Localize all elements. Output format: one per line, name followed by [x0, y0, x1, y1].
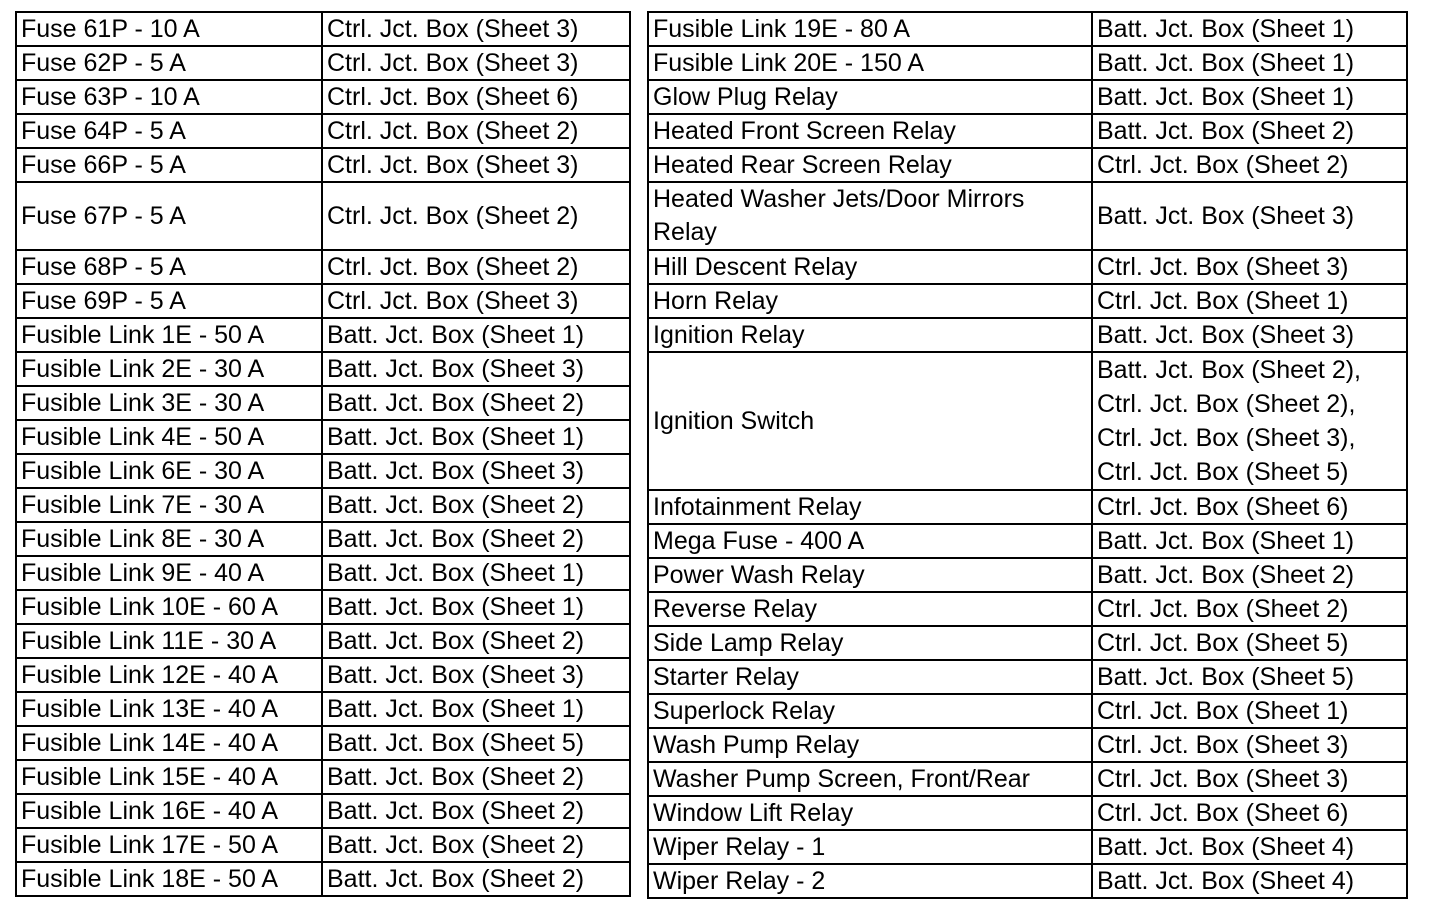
component-cell: Fuse 62P - 5 A — [16, 46, 322, 80]
location-cell: Ctrl. Jct. Box (Sheet 2) — [1092, 592, 1407, 626]
location-cell: Batt. Jct. Box (Sheet 2) — [1092, 558, 1407, 592]
component-cell: Fusible Link 11E - 30 A — [16, 624, 322, 658]
location-cell: Batt. Jct. Box (Sheet 2) — [322, 760, 630, 794]
right-table — [647, 11, 1408, 899]
location-cell: Ctrl. Jct. Box (Sheet 3) — [1092, 762, 1407, 796]
component-cell: Fuse 64P - 5 A — [16, 114, 322, 148]
table-row — [16, 726, 630, 760]
location-cell: Ctrl. Jct. Box (Sheet 6) — [1092, 796, 1407, 830]
location-cell: Batt. Jct. Box (Sheet 1) — [322, 556, 630, 590]
component-cell: Infotainment Relay — [648, 490, 1092, 524]
component-cell: Fusible Link 3E - 30 A — [16, 386, 322, 420]
location-cell: Ctrl. Jct. Box (Sheet 3) — [322, 12, 630, 46]
component-cell: Fuse 66P - 5 A — [16, 148, 322, 182]
component-cell: Fuse 69P - 5 A — [16, 284, 322, 318]
table-row — [16, 454, 630, 488]
location-cell: Ctrl. Jct. Box (Sheet 3) — [1092, 250, 1407, 284]
component-cell: Fusible Link 12E - 40 A — [16, 658, 322, 692]
component-cell: Wash Pump Relay — [648, 728, 1092, 762]
component-cell: Fusible Link 8E - 30 A — [16, 522, 322, 556]
table-row — [648, 762, 1407, 796]
table-row — [16, 46, 630, 80]
location-cell: Batt. Jct. Box (Sheet 1) — [1092, 12, 1407, 46]
location-cell: Batt. Jct. Box (Sheet 2) — [322, 522, 630, 556]
table-row — [16, 590, 630, 624]
table-row — [16, 692, 630, 726]
component-cell: Fusible Link 18E - 50 A — [16, 862, 322, 896]
table-row — [16, 386, 630, 420]
table-row — [16, 352, 630, 386]
table-row — [648, 46, 1407, 80]
table-row — [16, 556, 630, 590]
component-cell: Superlock Relay — [648, 694, 1092, 728]
location-line: Ctrl. Jct. Box (Sheet 5) — [1097, 458, 1349, 486]
component-cell: Power Wash Relay — [648, 558, 1092, 592]
component-cell: Fusible Link 15E - 40 A — [16, 760, 322, 794]
location-line: Ctrl. Jct. Box (Sheet 2), — [1097, 390, 1356, 418]
location-cell: Ctrl. Jct. Box (Sheet 3) — [322, 284, 630, 318]
table-row — [648, 660, 1407, 694]
component-cell: Wiper Relay - 2 — [648, 864, 1092, 898]
location-cell: Batt. Jct. Box (Sheet 3) — [1092, 318, 1407, 352]
location-cell: Ctrl. Jct. Box (Sheet 2) — [322, 114, 630, 148]
table-row — [648, 558, 1407, 592]
location-cell: Batt. Jct. Box (Sheet 3) — [322, 352, 630, 386]
component-cell: Fusible Link 17E - 50 A — [16, 828, 322, 862]
location-line: Ctrl. Jct. Box (Sheet 3), — [1097, 424, 1356, 452]
location-cell: Ctrl. Jct. Box (Sheet 2) — [1092, 148, 1407, 182]
table-row — [648, 524, 1407, 558]
component-cell: Side Lamp Relay — [648, 626, 1092, 660]
table-row — [648, 318, 1407, 352]
location-cell: Batt. Jct. Box (Sheet 3) — [322, 658, 630, 692]
table-row — [648, 830, 1407, 864]
table-row — [648, 284, 1407, 318]
component-cell: Fusible Link 1E - 50 A — [16, 318, 322, 352]
table-row — [16, 114, 630, 148]
location-cell: Batt. Jct. Box (Sheet 2) — [322, 828, 630, 862]
table-row — [16, 250, 630, 284]
table-row — [648, 352, 1407, 490]
component-cell: Fusible Link 19E - 80 A — [648, 12, 1092, 46]
location-cell: Batt. Jct. Box (Sheet 1) — [322, 420, 630, 454]
table-row — [648, 592, 1407, 626]
component-cell: Fusible Link 4E - 50 A — [16, 420, 322, 454]
location-cell: Batt. Jct. Box (Sheet 1) — [322, 590, 630, 624]
component-cell: Mega Fuse - 400 A — [648, 524, 1092, 558]
location-cell: Ctrl. Jct. Box (Sheet 5) — [1092, 626, 1407, 660]
table-row — [648, 250, 1407, 284]
table-row — [648, 694, 1407, 728]
location-cell: Ctrl. Jct. Box (Sheet 6) — [322, 80, 630, 114]
location-cell: Batt. Jct. Box (Sheet 1) — [322, 318, 630, 352]
location-cell: Ctrl. Jct. Box (Sheet 3) — [322, 46, 630, 80]
table-row — [16, 624, 630, 658]
table-row — [16, 522, 630, 556]
component-cell: Starter Relay — [648, 660, 1092, 694]
component-cell: Fusible Link 6E - 30 A — [16, 454, 322, 488]
location-line: Batt. Jct. Box (Sheet 2), — [1097, 356, 1362, 384]
component-cell: Fuse 63P - 10 A — [16, 80, 322, 114]
table-row — [648, 864, 1407, 898]
location-cell: Batt. Jct. Box (Sheet 2) — [322, 624, 630, 658]
location-cell: Batt. Jct. Box (Sheet 1) — [1092, 524, 1407, 558]
table-row — [648, 490, 1407, 524]
table-row — [16, 488, 630, 522]
table-row — [16, 658, 630, 692]
component-cell: Fusible Link 2E - 30 A — [16, 352, 322, 386]
component-cell: Fuse 61P - 10 A — [16, 12, 322, 46]
table-row — [648, 728, 1407, 762]
table-row — [648, 626, 1407, 660]
location-cell: Ctrl. Jct. Box (Sheet 1) — [1092, 284, 1407, 318]
table-row — [16, 318, 630, 352]
component-cell: Fusible Link 10E - 60 A — [16, 590, 322, 624]
location-cell: Batt. Jct. Box (Sheet 2) — [322, 862, 630, 896]
component-cell: Heated Washer Jets/Door Mirrors Relay — [648, 182, 1092, 250]
component-cell: Horn Relay — [648, 284, 1092, 318]
table-row — [648, 80, 1407, 114]
table-row — [16, 862, 630, 896]
location-cell: Batt. Jct. Box (Sheet 2) — [1092, 114, 1407, 148]
component-cell: Fuse 67P - 5 A — [16, 182, 322, 250]
location-cell: Batt. Jct. Box (Sheet 2) — [322, 794, 630, 828]
component-cell: Hill Descent Relay — [648, 250, 1092, 284]
component-cell: Ignition Relay — [648, 318, 1092, 352]
location-cell: Batt. Jct. Box (Sheet 3) — [322, 454, 630, 488]
table-row — [16, 284, 630, 318]
location-cell — [1092, 352, 1407, 490]
location-cell: Batt. Jct. Box (Sheet 4) — [1092, 864, 1407, 898]
location-cell: Batt. Jct. Box (Sheet 1) — [1092, 46, 1407, 80]
table-row — [16, 828, 630, 862]
table-row — [16, 794, 630, 828]
left-table — [15, 11, 631, 897]
location-cell: Batt. Jct. Box (Sheet 2) — [322, 386, 630, 420]
component-cell: Fusible Link 13E - 40 A — [16, 692, 322, 726]
location-cell: Batt. Jct. Box (Sheet 5) — [1092, 660, 1407, 694]
location-cell: Ctrl. Jct. Box (Sheet 3) — [1092, 728, 1407, 762]
location-cell: Ctrl. Jct. Box (Sheet 2) — [322, 250, 630, 284]
location-cell: Batt. Jct. Box (Sheet 2) — [322, 488, 630, 522]
component-cell: Ignition Switch — [648, 352, 1092, 490]
location-cell: Ctrl. Jct. Box (Sheet 1) — [1092, 694, 1407, 728]
component-cell: Fusible Link 7E - 30 A — [16, 488, 322, 522]
component-cell: Heated Rear Screen Relay — [648, 148, 1092, 182]
location-cell: Batt. Jct. Box (Sheet 5) — [322, 726, 630, 760]
component-cell: Glow Plug Relay — [648, 80, 1092, 114]
component-cell: Fusible Link 14E - 40 A — [16, 726, 322, 760]
table-row — [16, 760, 630, 794]
component-cell: Fusible Link 20E - 150 A — [648, 46, 1092, 80]
component-cell: Wiper Relay - 1 — [648, 830, 1092, 864]
table-row — [16, 12, 630, 46]
component-cell: Heated Front Screen Relay — [648, 114, 1092, 148]
location-cell: Ctrl. Jct. Box (Sheet 2) — [322, 182, 630, 250]
location-cell: Batt. Jct. Box (Sheet 4) — [1092, 830, 1407, 864]
location-cell: Batt. Jct. Box (Sheet 3) — [1092, 182, 1407, 250]
location-cell: Ctrl. Jct. Box (Sheet 3) — [322, 148, 630, 182]
component-cell: Fusible Link 16E - 40 A — [16, 794, 322, 828]
table-row — [16, 182, 630, 250]
table-row — [16, 420, 630, 454]
table-row — [648, 796, 1407, 830]
table-row — [648, 148, 1407, 182]
table-row — [648, 12, 1407, 46]
component-cell: Fusible Link 9E - 40 A — [16, 556, 322, 590]
location-cell: Batt. Jct. Box (Sheet 1) — [1092, 80, 1407, 114]
location-cell: Ctrl. Jct. Box (Sheet 6) — [1092, 490, 1407, 524]
table-row — [16, 80, 630, 114]
table-row — [648, 182, 1407, 250]
component-cell: Washer Pump Screen, Front/Rear — [648, 762, 1092, 796]
component-cell: Fuse 68P - 5 A — [16, 250, 322, 284]
location-cell: Batt. Jct. Box (Sheet 1) — [322, 692, 630, 726]
component-cell: Window Lift Relay — [648, 796, 1092, 830]
table-row — [16, 148, 630, 182]
component-cell: Reverse Relay — [648, 592, 1092, 626]
table-row — [648, 114, 1407, 148]
